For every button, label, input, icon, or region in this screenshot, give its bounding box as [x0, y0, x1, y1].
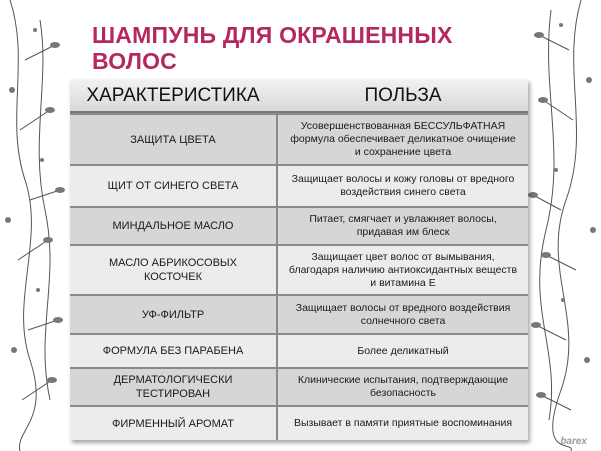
slide-title-line-1: ШАМПУНЬ ДЛЯ ОКРАШЕННЫХ [92, 22, 453, 48]
feature-cell: ЗАЩИТА ЦВЕТА [70, 115, 276, 164]
benefit-cell: Питает, смягчает и увлажняет волосы, придавая им блеск [278, 208, 528, 244]
table-header-row [70, 79, 528, 113]
feature-benefit-table [70, 79, 528, 440]
table-row [70, 166, 528, 206]
table-row [70, 246, 528, 294]
table-row [70, 115, 528, 164]
benefit-cell: Вызывает в памяти приятные воспоминания [278, 407, 528, 440]
floral-decoration-right-icon [521, 0, 601, 451]
feature-cell: УФ-ФИЛЬТР [70, 296, 276, 333]
table-row [70, 407, 528, 440]
feature-cell: ФИРМЕННЫЙ АРОМАТ [70, 407, 276, 440]
feature-cell: МАСЛО АБРИКОСОВЫХ КОСТОЧЕК [70, 246, 276, 294]
feature-cell: ЩИТ ОТ СИНЕГО СВЕТА [70, 166, 276, 206]
feature-cell: МИНДАЛЬНОЕ МАСЛО [70, 208, 276, 244]
header-benefit: ПОЛЬЗА [364, 85, 442, 106]
benefit-cell: Усовершенствованная БЕССУЛЬФАТНАЯ формула обеспечивает деликатное очищение и сохранение цвета [278, 115, 528, 164]
feature-cell: ДЕРМАТОЛОГИЧЕСКИ ТЕСТИРОВАН [70, 369, 276, 405]
benefit-cell: Защищает волосы от вредного воздействия солнечного света [278, 296, 528, 333]
benefit-cell: Защищает волосы и кожу головы от вредного воздействия синего света [278, 166, 528, 206]
table-row [70, 335, 528, 367]
benefit-cell: Более деликатный [278, 335, 528, 367]
benefit-cell: Клинические испытания, подтверждающие безопасность [278, 369, 528, 405]
table-row [70, 208, 528, 244]
slide-title-line-2: ВОЛОС [92, 48, 177, 74]
floral-decoration-left-icon [0, 0, 70, 451]
slide-title [92, 22, 512, 74]
benefit-cell: Защищает цвет волос от вымывания, благодаря наличию антиоксидантных веществ и витамина Е [278, 246, 528, 294]
feature-cell: ФОРМУЛА БЕЗ ПАРАБЕНА [70, 335, 276, 367]
table-row [70, 369, 528, 405]
header-feature: ХАРАКТЕРИСТИКА [86, 85, 260, 106]
brand-logo: barex [560, 436, 587, 447]
table-row [70, 296, 528, 333]
